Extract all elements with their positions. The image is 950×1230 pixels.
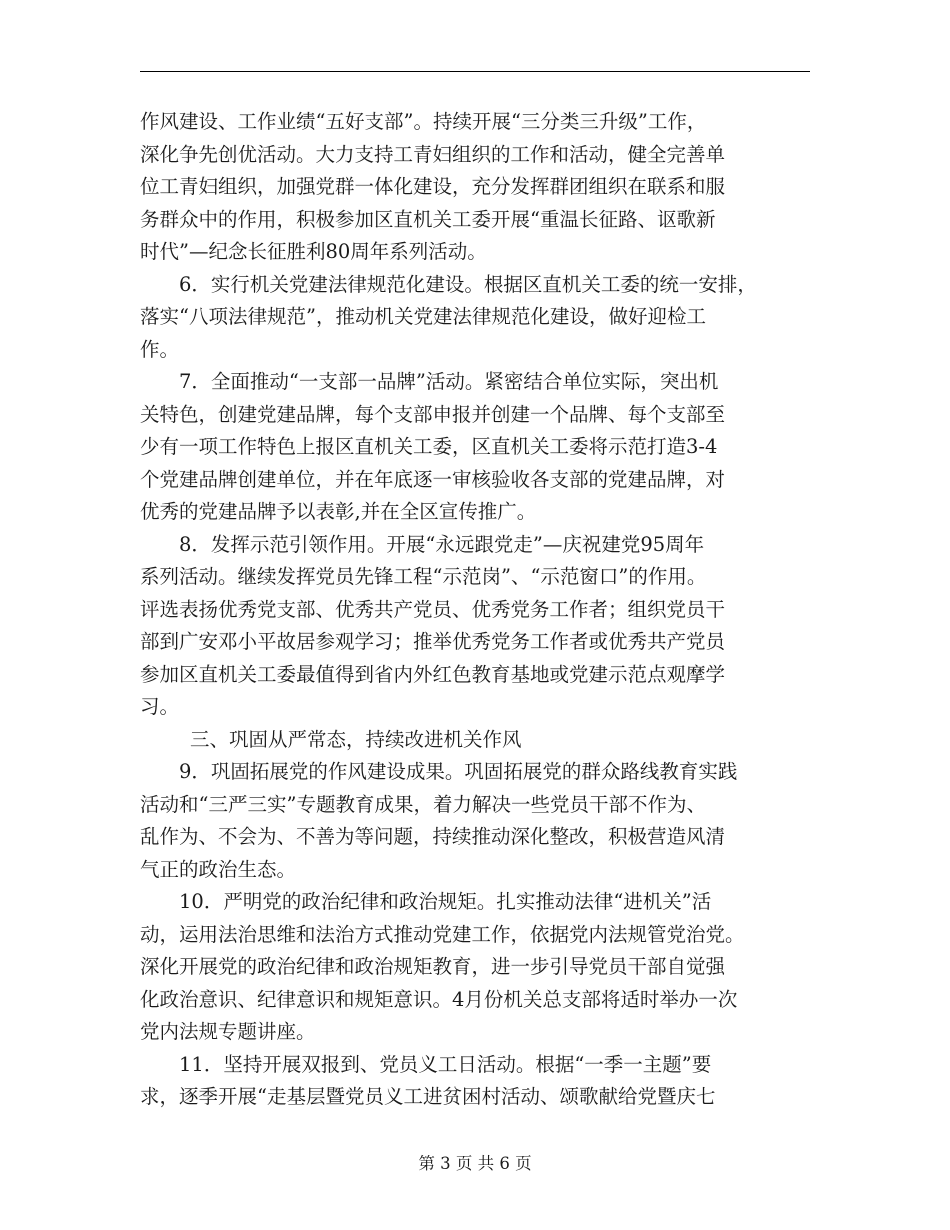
text-line: 个党建品牌创建单位，并在年底逐一审核验收各支部的党建品牌，对 — [140, 467, 726, 491]
text-line: 作风建设、工作业绩“五好支部”。持续开展“三分类三升级”工作， — [140, 110, 707, 133]
text-line: 评选表扬优秀党支部、优秀共产党员、优秀党务工作者；组织党员干 — [140, 597, 726, 621]
text-line: 深化争先创优活动。大力支持工青妇组织的工作和活动，健全完善单 — [140, 142, 726, 166]
text-line: 落实“八项法律规范”，推动机关党建法律规范化建设，做好迎检工 — [140, 305, 706, 328]
text-line: 作。 — [140, 337, 180, 361]
text-line: 优秀的党建品牌予以表彰,并在全区宣传推广。 — [140, 500, 537, 523]
text-line: 时代”—纪念长征胜利80周年系列活动。 — [140, 240, 487, 263]
paragraph-9-first-line: 9．巩固拓展党的作风建设成果。巩固拓展党的群众路线教育实践 — [179, 760, 738, 783]
text-line: 系列活动。继续发挥党员先锋工程“示范岗”、“示范窗口”的作用。 — [140, 565, 707, 588]
paragraph-7-first-line: 7．全面推动“一支部一品牌”活动。紧密结合单位实际，突出机 — [179, 370, 719, 393]
paragraph-10-first-line: 10．严明党的政治纪律和政治规矩。扎实推动法律“进机关”活 — [179, 890, 712, 913]
paragraph-11-first-line: 11．坚持开展双报到、党员义工日活动。根据“一季一主题”要 — [179, 1052, 712, 1076]
text-line: 活动和“三严三实”专题教育成果，着力解决一些党员干部不作为、 — [140, 792, 706, 816]
text-line: 深化开展党的政治纪律和政治规矩教育，进一步引导党员干部自觉强 — [140, 955, 726, 978]
text-line: 气正的政治生态。 — [140, 857, 297, 881]
paragraph-6-first-line: 6．实行机关党建法律规范化建设。根据区直机关工委的统一安排， — [179, 272, 757, 296]
document-body — [140, 106, 815, 1114]
text-line: 参加区直机关工委最值得到省内外红色教育基地或党建示范点观摩学 — [140, 662, 726, 686]
text-line: 少有一项工作特色上报区直机关工委，区直机关工委将示范打造3-4 — [140, 435, 718, 458]
text-line: 动，运用法治思维和法治方式推动党建工作，依据党内法规管党治党。 — [140, 922, 745, 946]
text-line: 乱作为、不会为、不善为等问题，持续推动深化整改，积极营造风清 — [140, 825, 726, 848]
text-line: 部到广安邓小平故居参观学习；推举优秀党务工作者或优秀共产党员 — [140, 630, 726, 653]
text-line: 关特色，创建党建品牌，每个支部申报并创建一个品牌、每个支部至 — [140, 402, 726, 426]
text-line: 化政治意识、纪律意识和规矩意识。4月份机关总支部将适时举办一次 — [140, 987, 738, 1011]
paragraph-8-first-line: 8．发挥示范引领作用。开展“永远跟党走”—庆祝建党95周年 — [179, 532, 705, 556]
text-line: 务群众中的作用，积极参加区直机关工委开展“重温长征路、讴歌新 — [140, 207, 716, 231]
header-rule — [140, 71, 810, 72]
section-heading: 三、巩固从严常态，持续改进机关作风 — [190, 727, 522, 751]
page-footer: 第 3 页 共 6 页 — [418, 1154, 532, 1173]
text-line: 位工青妇组织，加强党群一体化建设，充分发挥群团组织在联系和服 — [140, 175, 726, 198]
text-line: 党内法规专题讲座。 — [140, 1020, 316, 1043]
text-line: 习。 — [140, 695, 180, 718]
text-line: 求，逐季开展“走基层暨党员义工进贫困村活动、颂歌献给党暨庆七 — [140, 1085, 716, 1108]
